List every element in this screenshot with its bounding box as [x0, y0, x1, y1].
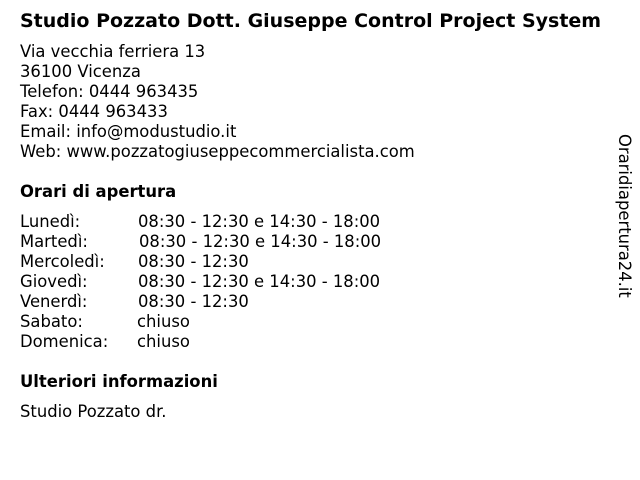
- city-line: 36100 Vicenza: [20, 62, 141, 81]
- address-block: [20, 42, 605, 162]
- site-watermark-label: Oraridiapertura24.it: [615, 134, 634, 298]
- hours-row-wednesday: [20, 252, 605, 272]
- web-line: Web: www.pozzatogiuseppecommercialista.com: [20, 142, 415, 161]
- hours-row-saturday: [20, 312, 605, 332]
- time-label: 08:30 - 12:30 e 14:30 - 18:00: [139, 232, 382, 251]
- time-label: chiuso: [137, 332, 190, 351]
- hours-row-friday: [20, 292, 605, 312]
- time-label: chiuso: [137, 312, 190, 331]
- fax-line: Fax: 0444 963433: [20, 102, 168, 121]
- hours-heading: Orari di apertura: [20, 182, 177, 201]
- hours-row-sunday: [20, 332, 605, 352]
- business-card: [20, 0, 605, 422]
- info-text: Studio Pozzato dr.: [20, 402, 167, 421]
- day-label: Martedì:: [20, 232, 88, 251]
- hours-row-monday: [20, 212, 605, 232]
- phone-line: Telefon: 0444 963435: [20, 82, 199, 101]
- time-label: 08:30 - 12:30: [138, 292, 249, 311]
- day-label: Venerdì:: [20, 292, 88, 311]
- time-label: 08:30 - 12:30: [138, 252, 249, 271]
- email-line: Email: info@modustudio.it: [20, 122, 237, 141]
- day-label: Domenica:: [20, 332, 109, 351]
- opening-hours-list: [20, 212, 605, 352]
- day-label: Giovedì:: [20, 272, 88, 291]
- info-heading: Ulteriori informazioni: [20, 372, 218, 391]
- hours-row-tuesday: [20, 232, 605, 252]
- business-title: Studio Pozzato Dott. Giuseppe Control Project System: [20, 10, 602, 32]
- street-address: Via vecchia ferriera 13: [20, 42, 206, 61]
- time-label: 08:30 - 12:30 e 14:30 - 18:00: [138, 272, 381, 291]
- day-label: Lunedì:: [20, 212, 81, 231]
- time-label: 08:30 - 12:30 e 14:30 - 18:00: [138, 212, 381, 231]
- hours-row-thursday: [20, 272, 605, 292]
- day-label: Mercoledì:: [20, 252, 105, 271]
- day-label: Sabato:: [20, 312, 83, 331]
